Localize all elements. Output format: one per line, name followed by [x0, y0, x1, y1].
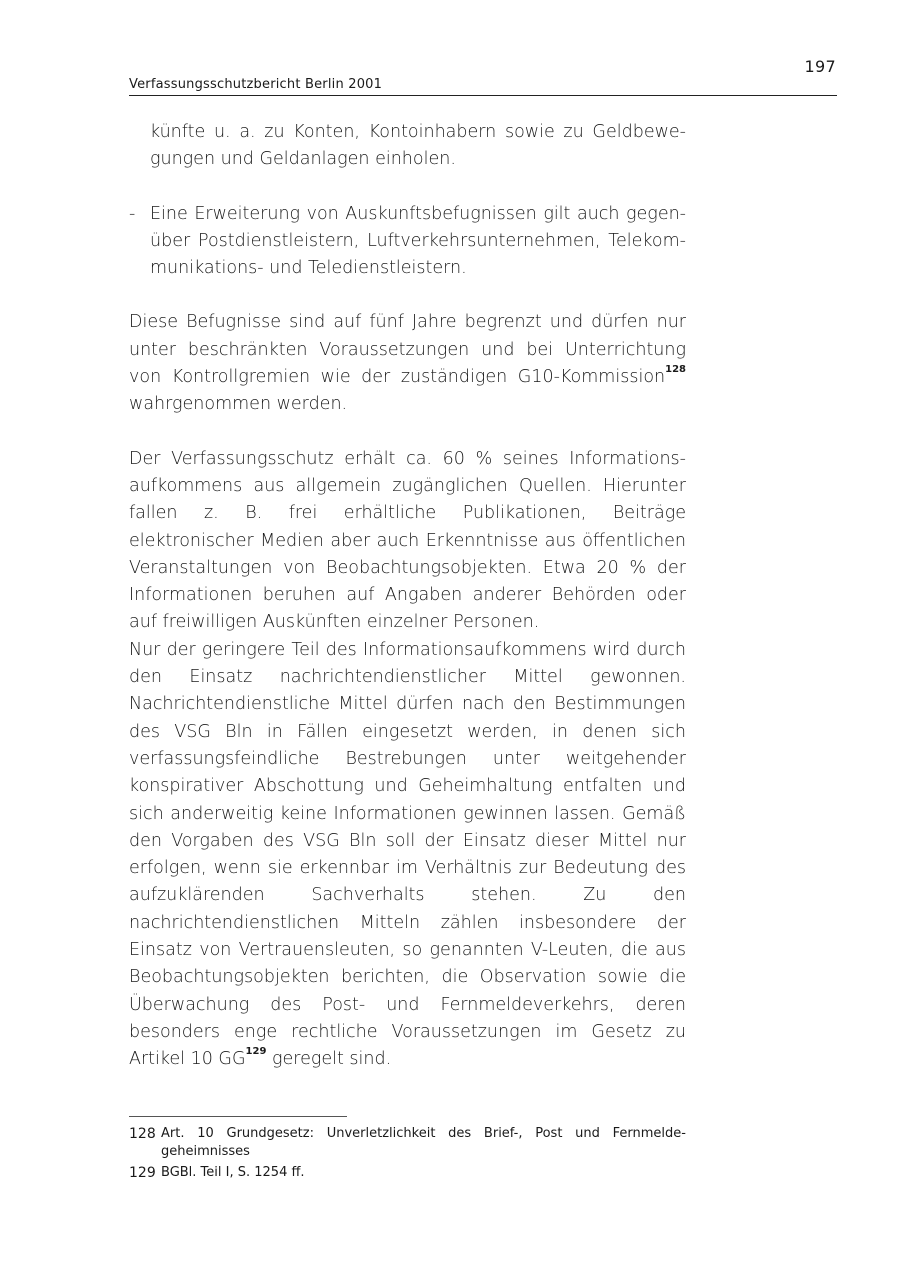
bullet-item: [129, 201, 686, 283]
paragraph-text: Nur der geringere Teil des Informationsaufkommens wird durch den Einsatz nachrichtendienstlicher Mittel gewonnen. Nachrichtendienstliche Mittel dürfen nach den Bestimmungen des VSG Bln in Fällen eingesetzt werden, in denen sich verfassungsfeindliche Bestrebungen unter weitgehender konspirativer Abschottung und Geheimhaltung entfalten und sich anderweitig keine Informationen gewinnen lassen. Gemäß den Vorgaben des VSG Bln soll der Einsatz dieser Mittel nur erfolgen, wenn sie erkennbar im Verhältnis zur Bedeutung des aufzuklärenden Sachverhalts stehen. Zu den nachrichtendienstlichen Mitteln zählen insbesondere der Einsatz von Vertrauensleuten, so genannten V-Leuten, die aus Beobachtungsobjekten berichten, die Observation sowie die Überwachung des Post- und Fernmeldeverkehrs, deren besonders enge rechtliche Voraussetzungen im Gesetz zu Artikel 10 GG: [129, 639, 686, 1070]
running-header: Verfassungsschutzbericht Berlin 2001: [129, 77, 383, 92]
footnote-number: 128: [129, 1126, 156, 1142]
footnotes: [129, 1125, 686, 1185]
paragraph-sources: Der Verfassungsschutz erhält ca. 60 % seines Informationsaufkommens aus allgemein zugänglichen Quellen. Hierunter fallen z. B. frei erhältliche Publikationen, Beiträge elektronischer Medien aber auch Erkenntnisse aus öffentlichen Veranstaltungen von Beobachtungsobjekten. Etwa 20 % der Informationen beruhen auf Angaben anderer Behörden oder auf freiwilligen Auskünften einzelner Personen.: [129, 448, 686, 633]
paragraph-powers: [129, 309, 686, 418]
paragraph-intelligence-means: [129, 637, 686, 1074]
header-divider: [129, 95, 837, 96]
body-text: [129, 119, 686, 1074]
paragraph-text: Diese Befugnisse sind auf fünf Jahre begrenzt und dürfen nur unter beschränkten Voraussetzungen und bei Unterrichtung von Kontrollgremien wie der zuständigen G10-Kommission: [129, 312, 686, 388]
paragraph-text: wahrgenommen werden.: [129, 394, 348, 415]
footnote-reference[interactable]: 128: [665, 364, 686, 376]
bullet-text: Eine Erweiterung von Auskunftsbefugnissen gilt auch gegenüber Postdienstleistern, Luftverkehrsunternehmen, Telekommunikations- und Teledienstleistern.: [150, 203, 686, 279]
footnote-reference[interactable]: 129: [245, 1046, 267, 1058]
page-number: 197: [804, 57, 836, 76]
paragraph-text: geregelt sind.: [266, 1049, 392, 1070]
footnote: [129, 1125, 686, 1161]
bullet-marker: -: [129, 203, 136, 224]
footnote-text: BGBl. Teil I, S. 1254 ff.: [161, 1165, 305, 1180]
footnote: [129, 1164, 686, 1182]
footnote-divider: [129, 1116, 347, 1117]
continued-list-item: künfte u. a. zu Konten, Kontoinhabern sowie zu Geldbewegungen und Geldanlagen einholen.: [150, 122, 686, 170]
footnote-text: Art. 10 Grundgesetz: Unverletzlichkeit des Brief-, Post und Fernmeldegeheimnisses: [161, 1126, 686, 1159]
footnote-number: 129: [129, 1165, 156, 1181]
